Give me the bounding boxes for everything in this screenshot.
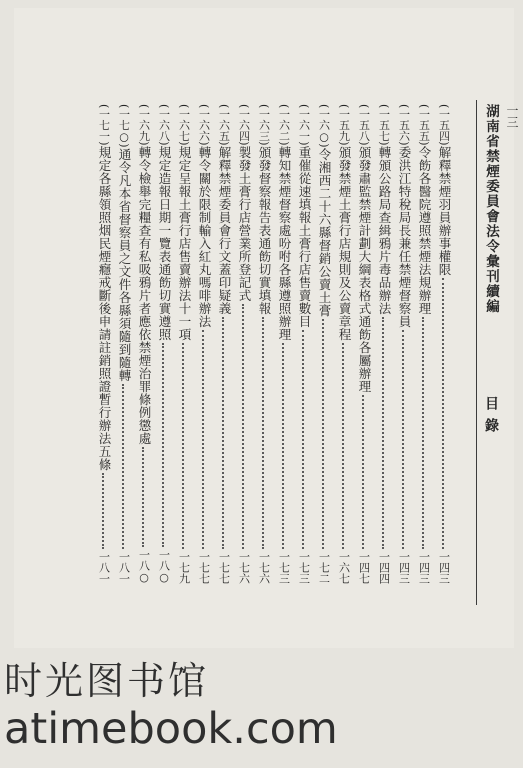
leader-dots (162, 343, 166, 547)
entry-number: (一五六) (397, 104, 411, 146)
entry-title: 令湘西二十六縣督銷公賣土膏 (317, 147, 332, 317)
entry-page: 一八○ (157, 549, 171, 584)
entry-number: (一六七) (177, 104, 191, 146)
entry-number: (一六六) (197, 104, 211, 146)
leader-dots (302, 330, 306, 549)
leader-dots (202, 330, 206, 549)
toc-entry (355, 104, 373, 584)
leader-dots (442, 278, 446, 549)
entry-page: 一七六 (237, 551, 251, 584)
entry-number: (一五九) (337, 104, 351, 146)
entry-page: 一六七 (337, 551, 351, 584)
toc-entry (195, 104, 213, 584)
toc-entry (395, 104, 413, 584)
page-folio: 一三 (505, 104, 519, 128)
entry-page: 一七三 (297, 551, 311, 584)
entry-title: 規定造報日期一覽表通飭切實遵照 (157, 145, 172, 341)
toc-label: 目錄 (483, 396, 499, 440)
entry-number: (一六四) (237, 104, 251, 146)
leader-dots (182, 343, 186, 549)
leader-dots (402, 330, 406, 549)
toc-entry (335, 104, 353, 584)
entry-page: 一七七 (217, 551, 231, 584)
toc-entry (135, 104, 153, 584)
entry-page: 一八一 (97, 551, 111, 584)
entry-number: (一六三) (257, 104, 271, 146)
leader-dots (422, 317, 426, 549)
entry-title: 轉令關於限制輸入紅丸嗎啡辦法 (197, 145, 212, 328)
toc-entry (235, 104, 253, 584)
entry-title: 解釋禁煙羽員辦事權限 (437, 145, 452, 276)
entry-page: 一七三 (277, 551, 291, 584)
leader-dots (322, 319, 326, 549)
leader-dots (102, 473, 106, 549)
entry-number: (一五五) (417, 104, 431, 146)
entry-title: 頒發禁煙土膏行店規則及公賣章程 (337, 145, 352, 341)
leader-dots (262, 317, 266, 549)
entry-title: 轉頒公路局查緝鴉片毒品辦法 (377, 145, 392, 315)
table-of-contents (95, 104, 453, 584)
entry-page: 一四三 (417, 551, 431, 584)
entry-number: (一七○) (117, 104, 131, 148)
watermark-url: atimebook.com (4, 704, 338, 754)
header-rule (476, 100, 477, 605)
toc-entry (435, 104, 453, 584)
entry-page: 一四四 (377, 551, 391, 584)
entry-title: 轉令檢舉完糧查有私吸鴉片者應依禁煙治罪條例懲處 (137, 145, 152, 445)
leader-dots (142, 447, 146, 547)
entry-number: (一六八) (157, 104, 171, 146)
book-title: 湖南省禁煙委員會法令彙刊續編 (483, 104, 499, 314)
entry-title: 頒發督察報告表通飭切實填報 (257, 145, 272, 315)
toc-entry (95, 104, 113, 584)
toc-entry (215, 104, 233, 584)
entry-number: (一六九) (137, 104, 151, 146)
leader-dots (342, 343, 346, 549)
entry-title: 製發土膏行店營業所登記式 (237, 145, 252, 302)
leader-dots (242, 304, 246, 549)
toc-entry (255, 104, 273, 584)
entry-title: 通令凡本省督察員之文件各縣須隨到隨轉 (117, 147, 132, 382)
entry-number: (一七一) (97, 104, 111, 146)
toc-entry (275, 104, 293, 584)
entry-page: 一七七 (197, 551, 211, 584)
leader-dots (382, 317, 386, 549)
entry-number: (一六五) (217, 104, 231, 146)
entry-number: (一五八) (357, 104, 371, 146)
watermark-site-name: 时光图书馆 (4, 659, 210, 703)
entry-number: (一六○) (317, 104, 331, 148)
toc-entry (115, 104, 133, 584)
leader-dots (222, 317, 226, 549)
leader-dots (362, 395, 366, 549)
entry-page: 一四七 (357, 551, 371, 584)
entry-page: 一七二 (317, 551, 331, 584)
toc-entry (375, 104, 393, 584)
entry-number: (一五七) (377, 104, 391, 146)
entry-title: 規定呈報土膏行店售賣辦法十一項 (177, 145, 192, 341)
entry-title: 令飭各醫院遵照禁煙法規辦理 (417, 145, 432, 315)
toc-entry (315, 104, 333, 584)
leader-dots (282, 343, 286, 549)
leader-dots (122, 384, 126, 549)
toc-entry (175, 104, 193, 584)
entry-title: 解釋禁煙委員會行文蓋印疑義 (217, 145, 232, 315)
entry-title: 轉知禁煙督察處吩咐各縣遵照辦理 (277, 145, 292, 341)
entry-page: 一七六 (257, 551, 271, 584)
entry-title: 重催從速填報土膏行店售賣數目 (297, 145, 312, 328)
entry-number: (一五四) (437, 104, 451, 146)
toc-entry (415, 104, 433, 584)
entry-page: 一七九 (177, 551, 191, 584)
entry-number: (一六一) (297, 104, 311, 146)
toc-entry (295, 104, 313, 584)
entry-title: 委洪江特稅局長兼任禁煙督察員 (397, 145, 412, 328)
entry-page: 一八一 (117, 551, 131, 584)
entry-page: 一八○ (137, 549, 151, 584)
entry-title: 頒發肅監禁煙計劃大綱表格式通飭各屬辦理 (357, 145, 372, 393)
entry-page: 一四三 (397, 551, 411, 584)
entry-number: (一六二) (277, 104, 291, 146)
entry-title: 規定各縣領照烟民煙癮戒斷後申請註銷照證暫行辦法五條 (97, 145, 112, 471)
entry-page: 一四三 (437, 551, 451, 584)
toc-entry (155, 104, 173, 584)
